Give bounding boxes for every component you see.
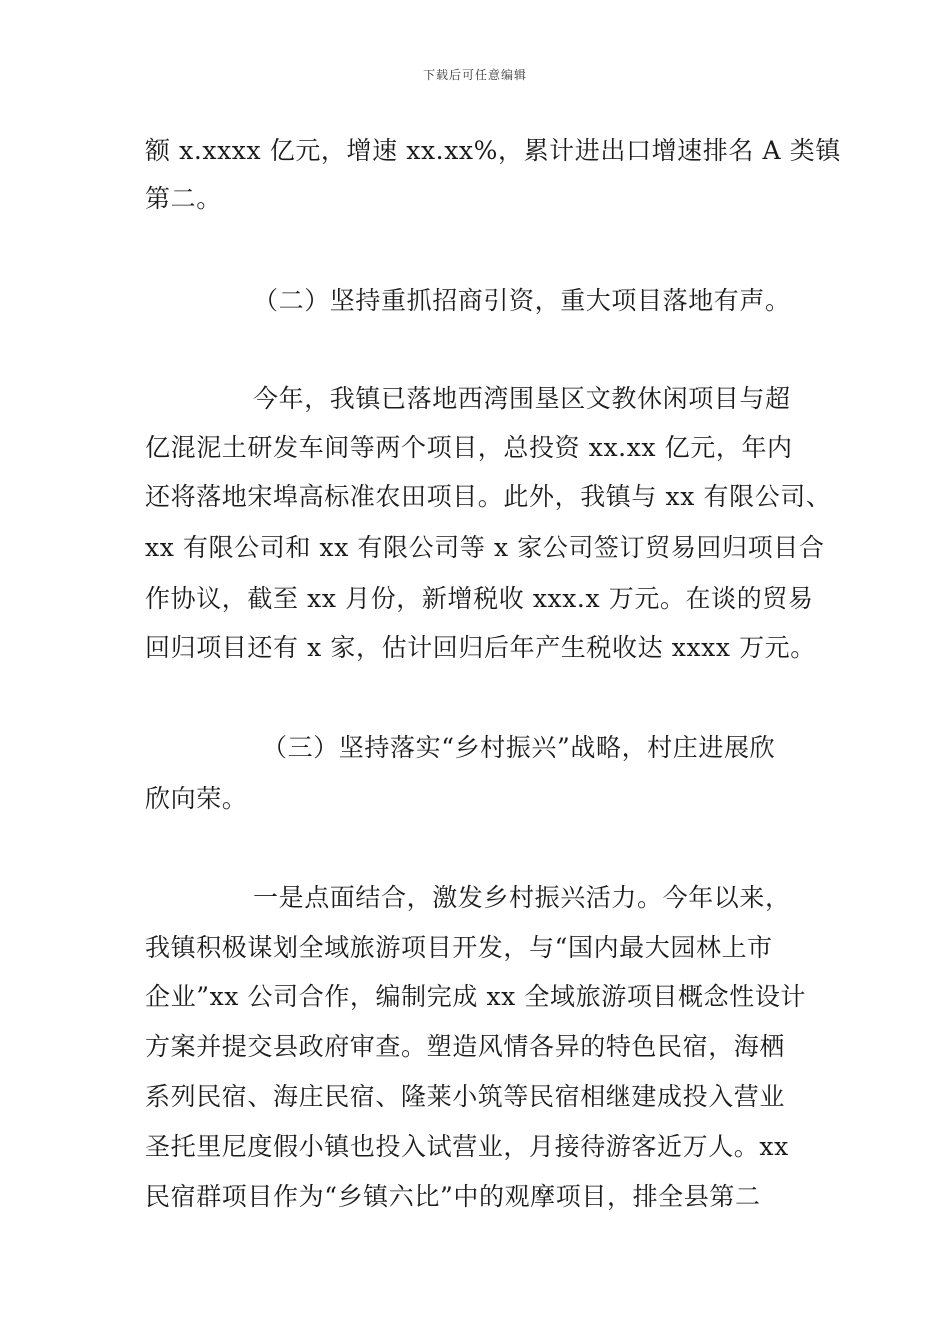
paragraph-line: 企业”xx 公司合作，编制完成 xx 全域旅游项目概念性设计 [145, 982, 807, 1011]
paragraph-line: 民宿群项目作为“乡镇六比”中的观摩项目，排全县第二 [145, 1182, 761, 1211]
paragraph-line: 圣托里尼度假小镇也投入试营业，月接待游客近万人。xx [145, 1132, 789, 1161]
paragraph-line: 系列民宿、海庄民宿、隆莱小筑等民宿相继建成投入营业 [145, 1082, 786, 1111]
header-note: 下载后可任意编辑 [422, 68, 527, 82]
paragraph-line: 方案并提交县政府审查。塑造风情各异的特色民宿，海栖 [145, 1032, 786, 1061]
section-heading: （三）坚持落实“乡村振兴”战略，村庄进展欣 [262, 733, 776, 762]
paragraph-line: 回归项目还有 x 家，估计回归后年产生税收达 xxxx 万元。 [145, 633, 816, 662]
paragraph-line: xx 有限公司和 xx 有限公司等 x 家公司签订贸易回归项目合 [145, 533, 825, 562]
paragraph-line: 额 x.xxxx 亿元，增速 xx.xx%，累计进出口增速排名 A 类镇 [145, 136, 841, 165]
section-heading: 欣向荣。 [145, 784, 248, 813]
paragraph-line: 一是点面结合，激发乡村振兴活力。今年以来， [253, 883, 791, 912]
paragraph-line: 我镇积极谋划全域旅游项目开发，与“国内最大园林上市 [145, 933, 773, 962]
paragraph-line: 今年，我镇已落地西湾围垦区文教休闲项目与超 [253, 384, 791, 413]
paragraph-line: 还将落地宋埠高标准农田项目。此外，我镇与 xx 有限公司、 [145, 482, 832, 511]
paragraph-line: 作协议，截至 xx 月份，新增税收 xxx.x 万元。在谈的贸易 [145, 584, 814, 613]
paragraph-line: 亿混泥土研发车间等两个项目，总投资 xx.xx 亿元，年内 [145, 433, 793, 462]
paragraph-line: 第二。 [145, 184, 222, 213]
section-heading: （二）坚持重抓招商引资，重大项目落地有声。 [253, 286, 791, 315]
